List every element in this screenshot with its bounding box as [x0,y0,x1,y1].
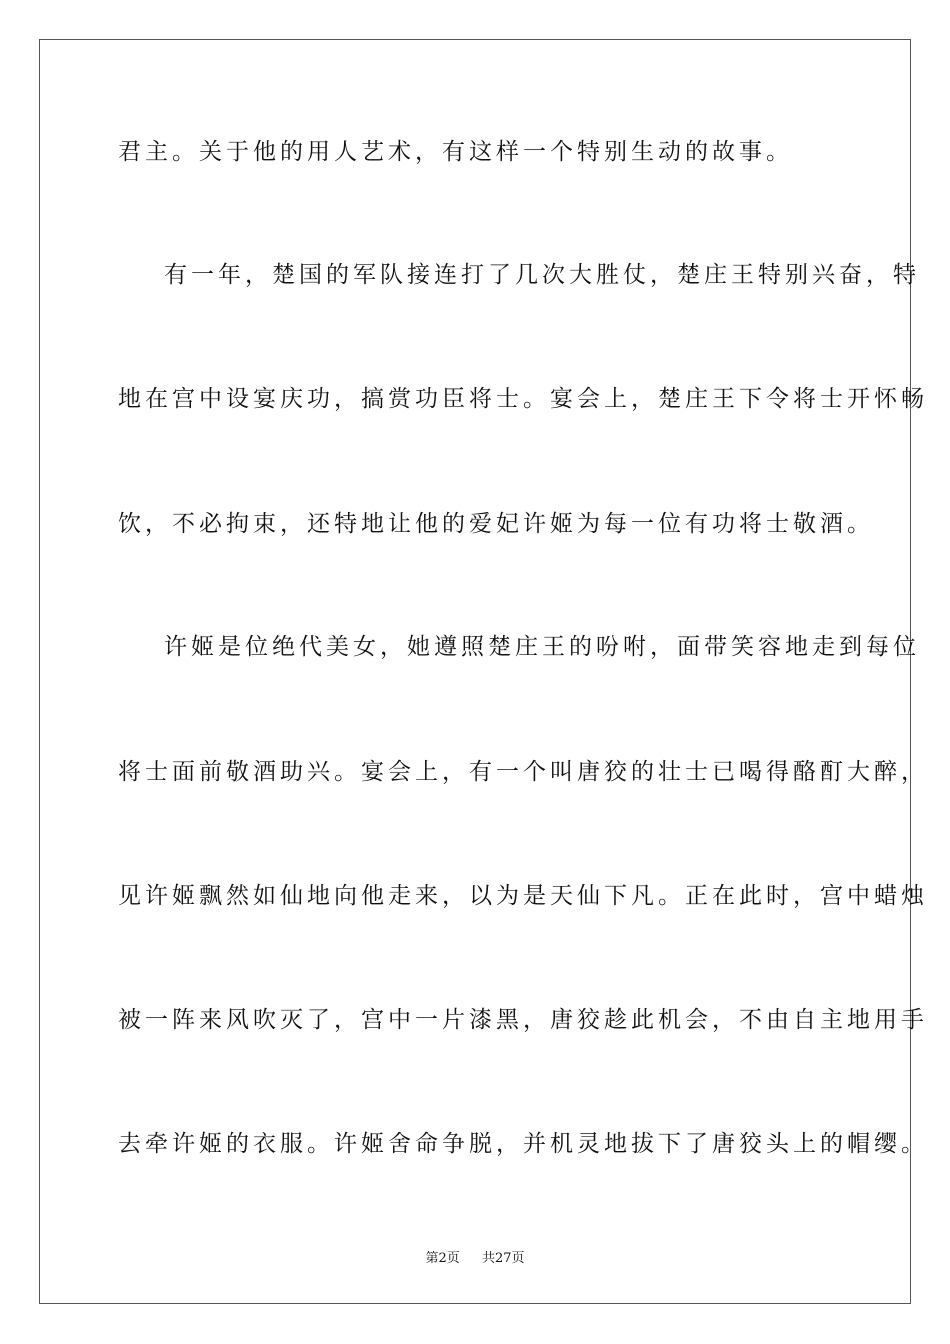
text-line: 君主。关于他的用人艺术，有这样一个特别生动的故事。 [118,139,793,165]
text-line: 见许姬飘然如仙地向他走来，以为是天仙下凡。正在此时，宫中蜡烛 [118,883,928,909]
text-line: 将士面前敬酒助兴。宴会上，有一个叫唐狡的壮士已喝得酪酊大醉， [118,759,928,785]
text-line: 饮，不必拘束，还特地让他的爱妃许姬为每一位有功将士敬酒。 [118,511,874,537]
text-line: 有一年，楚国的军队接连打了几次大胜仗，楚庄王特别兴奋，特 [164,262,920,288]
page-border [39,39,928,1304]
text-line: 被一阵来风吹灭了，宫中一片漆黑，唐狡趁此机会，不由自主地用手 [118,1007,928,1033]
page-number: 第2页 [425,1251,460,1266]
total-pages: 共27页 [482,1251,525,1266]
text-line: 地在宫中设宴庆功，搞赏功臣将士。宴会上，楚庄王下令将士开怀畅 [118,386,928,412]
text-line: 去牵许姬的衣服。许姬舍命争脱，并机灵地拔下了唐狡头上的帽缨。 [118,1131,928,1157]
text-line: 许姬是位绝代美女，她遵照楚庄王的吩咐，面带笑容地走到每位 [164,634,920,660]
page-footer [0,1247,950,1266]
